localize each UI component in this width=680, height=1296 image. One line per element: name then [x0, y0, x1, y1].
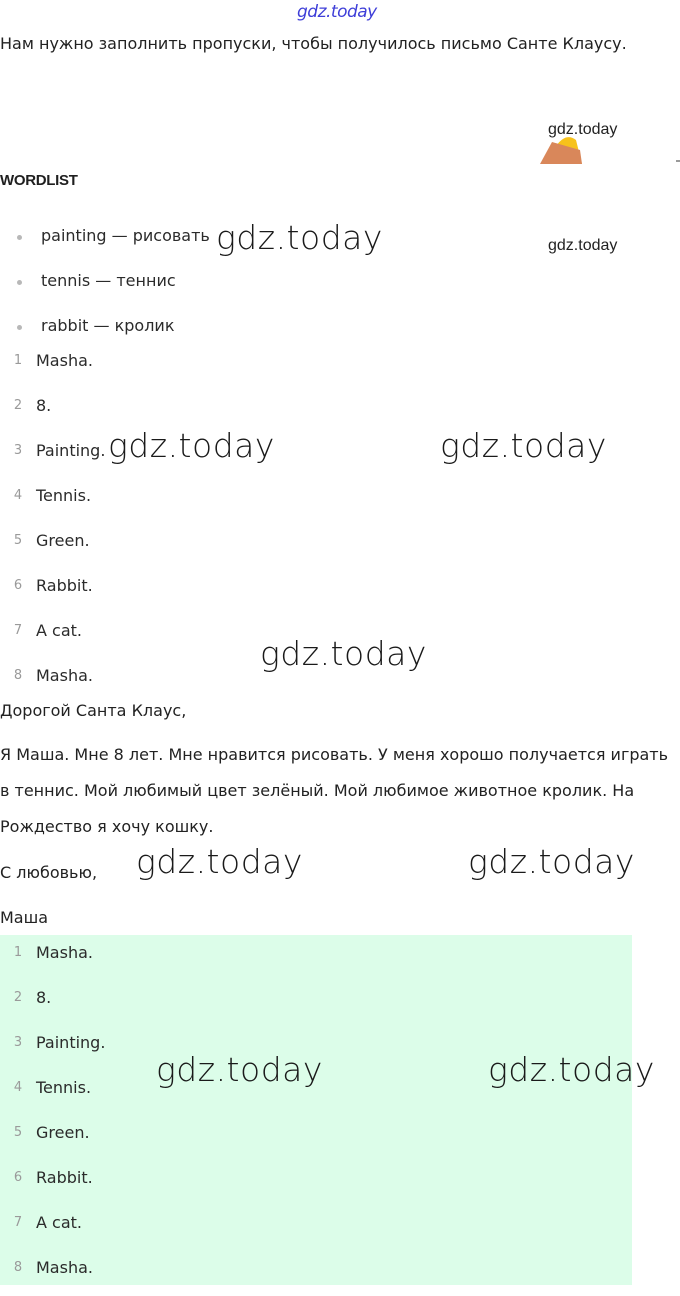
list-item: 7 A cat. [13, 621, 82, 640]
letter-body: Я Маша. Мне 8 лет. Мне нравится рисовать. У меня хорошо получается играть в теннис. Мой любимый цвет зелёный. Мой любимое животное кролик. На Рождество я хочу кошку. [0, 745, 669, 836]
bullet-icon [17, 325, 22, 330]
list-item: 2 8. [13, 396, 52, 415]
answers-list-first [0, 344, 105, 704]
list-item: 6 Rabbit. [13, 576, 93, 595]
watermark-large: gdz.today [108, 426, 275, 465]
watermark-large: gdz.today [488, 1050, 655, 1089]
list-item: 8 Masha. [13, 1258, 93, 1277]
small-watermark-1: gdz.today [548, 121, 618, 138]
list-item: 2 8. [13, 988, 52, 1007]
intro-text: Нам нужно заполнить пропуски, чтобы получилось письмо Санте Клаусу. [0, 34, 627, 53]
list-item: 8 Masha. [13, 666, 93, 685]
watermark-large: gdz.today [136, 842, 303, 881]
list-item: 3 Painting. [13, 1033, 106, 1052]
list-item: 1 Masha. [13, 943, 93, 962]
list-item: 4 Tennis. [13, 486, 92, 505]
list-item: 4 Tennis. [13, 1078, 92, 1097]
edge-tick [676, 160, 680, 162]
top-watermark: gdz.today [297, 2, 377, 22]
letter-signature: Маша [0, 908, 49, 927]
list-item: 5 Green. [13, 531, 90, 550]
wordlist-item: painting — рисовать [0, 219, 210, 264]
wordlist-list [0, 219, 210, 354]
letter-closing: С любовью, [0, 863, 98, 882]
bullet-icon [17, 235, 22, 240]
wordlist-title: WORDLIST [0, 172, 78, 189]
list-item: 7 A cat. [13, 1213, 82, 1232]
small-watermark-2: gdz.today [548, 237, 618, 254]
list-item: 3 Painting. [13, 441, 106, 460]
list-item: 6 Rabbit. [13, 1168, 93, 1187]
watermark-large: gdz.today [156, 1050, 323, 1089]
watermark-large: gdz.today [440, 426, 607, 465]
bullet-icon [17, 280, 22, 285]
wordlist-item: tennis — теннис [0, 264, 210, 309]
list-item: 5 Green. [13, 1123, 90, 1142]
watermark-large: gdz.today [468, 842, 635, 881]
answers-list-second [0, 936, 105, 1296]
watermark-large: gdz.today [260, 634, 427, 673]
wordlist-item: rabbit — кролик [0, 309, 210, 354]
watermark-large: gdz.today [216, 218, 383, 257]
list-item: 1 Masha. [13, 351, 93, 370]
letter-greeting: Дорогой Санта Клаус, [0, 701, 187, 720]
